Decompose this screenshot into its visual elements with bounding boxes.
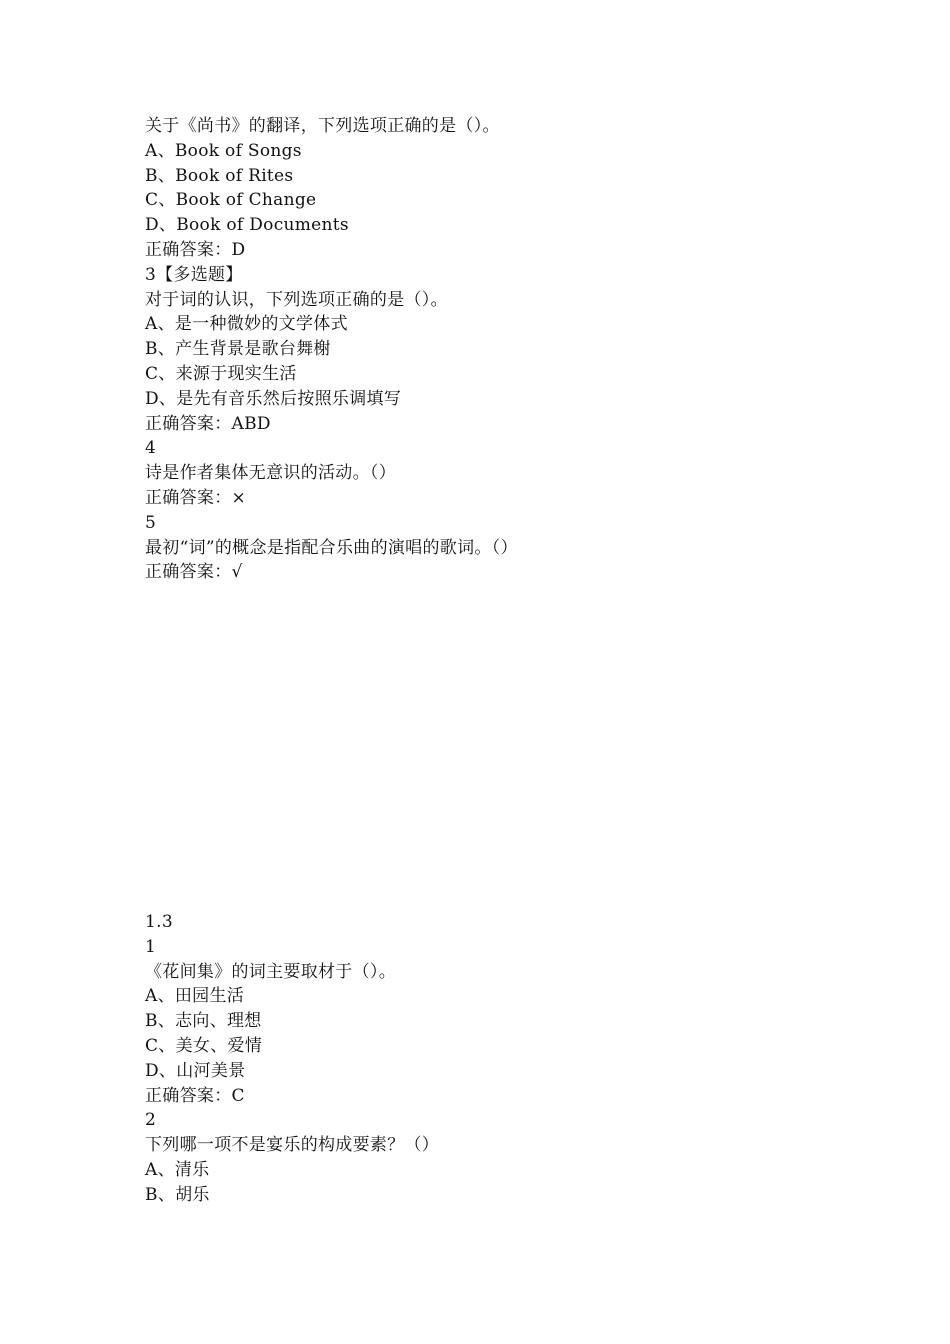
question-text: 诗是作者集体无意识的活动。（） bbox=[145, 463, 396, 484]
option-d: D、Book of Documents bbox=[145, 215, 349, 236]
option-b: B、Book of Rites bbox=[145, 165, 294, 186]
option-c: C、来源于现实生活 bbox=[145, 363, 297, 384]
option-b: B、胡乐 bbox=[145, 1184, 210, 1205]
question-number: 5 bbox=[145, 512, 157, 533]
question-number: 1 bbox=[145, 936, 157, 957]
question-number: 4 bbox=[145, 438, 157, 459]
option-c: C、美女、爱情 bbox=[145, 1035, 263, 1056]
option-b: B、志向、理想 bbox=[145, 1011, 262, 1032]
question-text: 最初“词”的概念是指配合乐曲的演唱的歌词。（） bbox=[145, 537, 518, 558]
option-a: A、是一种微妙的文学体式 bbox=[145, 314, 348, 335]
option-c: C、Book of Change bbox=[145, 190, 317, 211]
option-d: D、山河美景 bbox=[145, 1060, 246, 1081]
section-number: 1.3 bbox=[145, 912, 173, 932]
option-d: D、是先有音乐然后按照乐调填写 bbox=[145, 388, 402, 409]
question-text: 关于《尚书》的翻译，下列选项正确的是（）。 bbox=[145, 116, 500, 136]
question-text: 《花间集》的词主要取材于（）。 bbox=[145, 961, 396, 982]
question-text: 下列哪一项不是宴乐的构成要素？（） bbox=[145, 1135, 440, 1156]
option-b: B、产生背景是歌台舞榭 bbox=[145, 339, 331, 360]
document-block-top bbox=[145, 114, 905, 585]
document-block-bottom bbox=[145, 910, 905, 1208]
question-text: 对于词的认识，下列选项正确的是（）。 bbox=[145, 289, 448, 310]
option-a: A、Book of Songs bbox=[145, 140, 302, 161]
answer-line: 正确答案：D bbox=[145, 239, 246, 260]
answer-line: 正确答案：ABD bbox=[145, 413, 271, 434]
question-number: 3【多选题】 bbox=[145, 264, 243, 285]
answer-line: 正确答案：√ bbox=[145, 562, 243, 583]
answer-line: 正确答案：× bbox=[145, 487, 247, 508]
option-a: A、清乐 bbox=[145, 1159, 210, 1180]
option-a: A、田园生活 bbox=[145, 986, 245, 1007]
answer-line: 正确答案：C bbox=[145, 1085, 245, 1106]
question-number: 2 bbox=[145, 1110, 157, 1131]
